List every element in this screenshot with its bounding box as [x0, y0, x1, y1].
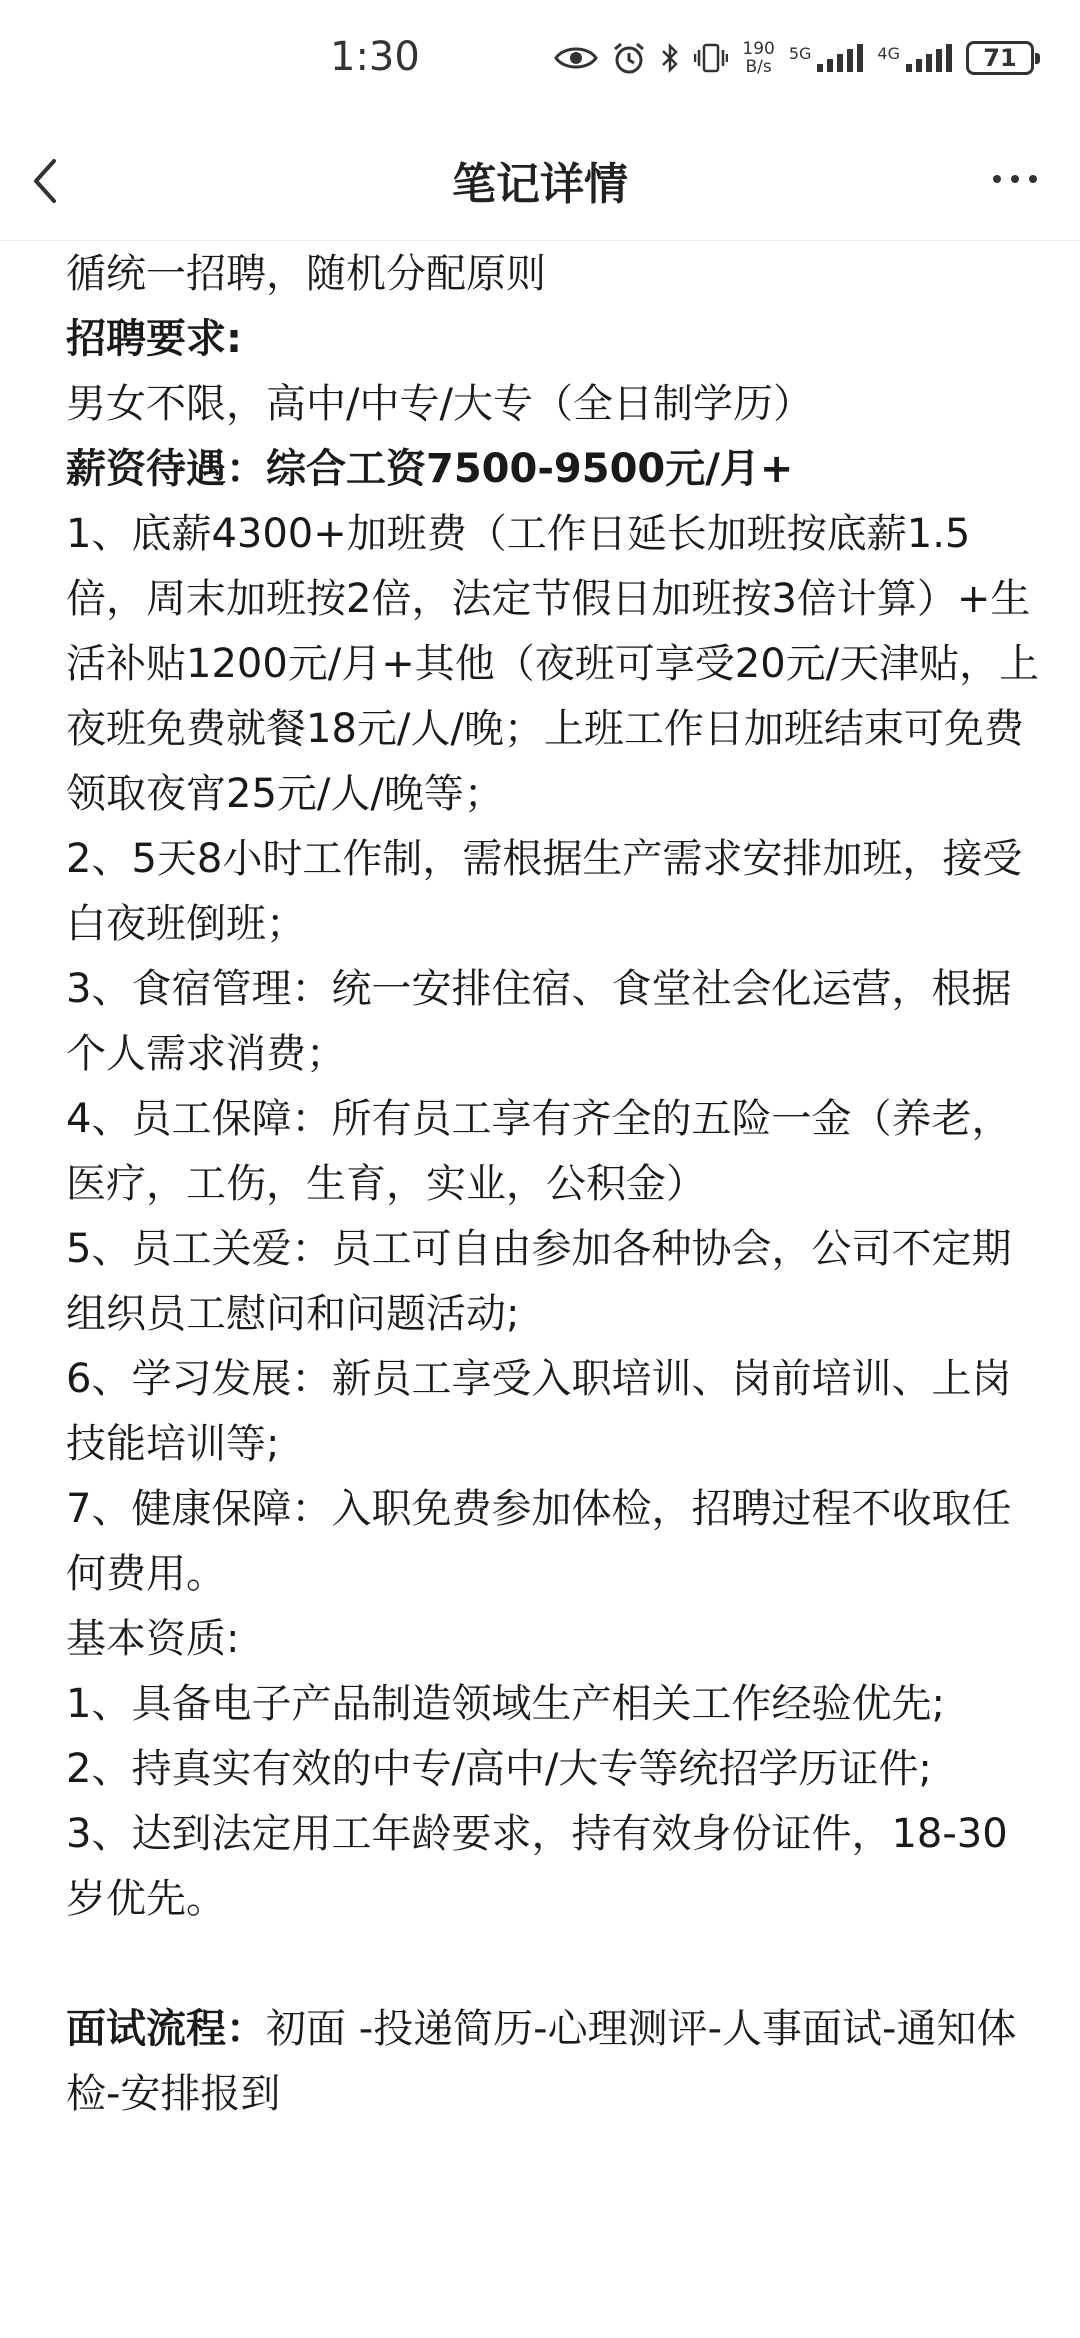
- note-line: 1、底薪4300+加班费（工作日延长加班按底薪1.5倍，周末加班按2倍，法定节假日加班按3倍计算）+生活补贴1200元/月+其他（夜班可享受20元/天津贴，上夜班免费就餐18元/人/晚；上班工作日加班结束可免费领取夜宵25元/人/晚等；: [66, 511, 1040, 817]
- note-line: 3、达到法定用工年龄要求，持有效身份证件，18-30岁优先。: [66, 1811, 1008, 1922]
- spacer: [66, 1932, 1046, 1997]
- battery-icon: [966, 41, 1034, 75]
- section-heading: 招聘要求:: [66, 316, 242, 362]
- interview-process: [66, 1997, 1046, 2127]
- salary-heading: 薪资待遇：综合工资7500-9500元/月+: [66, 446, 794, 492]
- net-speed: [742, 40, 774, 76]
- status-icons: [554, 34, 1034, 82]
- battery-level: 71: [983, 44, 1017, 72]
- interview-heading: 面试流程：: [66, 2006, 266, 2052]
- note-line: 5、员工关爱：员工可自由参加各种协会，公司不定期组织员工慰问和问题活动;: [66, 1226, 1012, 1337]
- note-line: 3、食宿管理：统一安排住宿、食堂社会化运营，根据个人需求消费；: [66, 966, 1012, 1077]
- note-line: 1、具备电子产品制造领域生产相关工作经验优先;: [66, 1681, 945, 1727]
- note-line: 2、5天8小时工作制，需根据生产需求安排加班，接受白夜班倒班；: [66, 836, 1023, 947]
- more-icon-dot: [1029, 175, 1037, 183]
- note-line: 循统一招聘，随机分配原则: [66, 251, 546, 297]
- signal-4g-icon: [877, 44, 952, 72]
- note-line: 4、员工保障：所有员工享有齐全的五险一金（养老，医疗，工伤，生育，实业，公积金）: [66, 1096, 1012, 1207]
- note-line: 6、学习发展：新员工享受入职培训、岗前培训、上岗技能培训等;: [66, 1356, 1012, 1467]
- more-icon: [993, 175, 1001, 183]
- nav-bar: [0, 120, 1080, 241]
- note-line: 男女不限，高中/中专/大专（全日制学历）: [66, 381, 813, 427]
- section-heading: 基本资质:: [66, 1616, 240, 1662]
- bluetooth-icon: [660, 42, 680, 74]
- net-speed-unit: B/s: [745, 57, 772, 77]
- status-bar: [0, 0, 1080, 120]
- status-time: 1:30: [330, 34, 420, 80]
- note-content: [66, 242, 1046, 2127]
- note-line: 2、持真实有效的中专/高中/大专等统招学历证件;: [66, 1746, 932, 1792]
- interview-steps: 初面 -投递简历-心理测评-人事面试-通知体检-安排报到: [66, 2006, 1017, 2117]
- alarm-icon: [612, 41, 646, 75]
- sim2-label: 4G: [877, 44, 900, 63]
- sim1-label: 5G: [788, 44, 812, 63]
- note-line: 7、健康保障：入职免费参加体检，招聘过程不收取任何费用。: [66, 1486, 1012, 1597]
- page-title: 笔记详情: [452, 159, 628, 210]
- more-button[interactable]: [980, 154, 1050, 204]
- vibrate-icon: [694, 42, 728, 74]
- signal-5g-icon: [789, 44, 864, 72]
- more-icon-dot: [1011, 175, 1019, 183]
- eye-icon: [554, 43, 598, 73]
- net-speed-value: 190: [742, 39, 775, 59]
